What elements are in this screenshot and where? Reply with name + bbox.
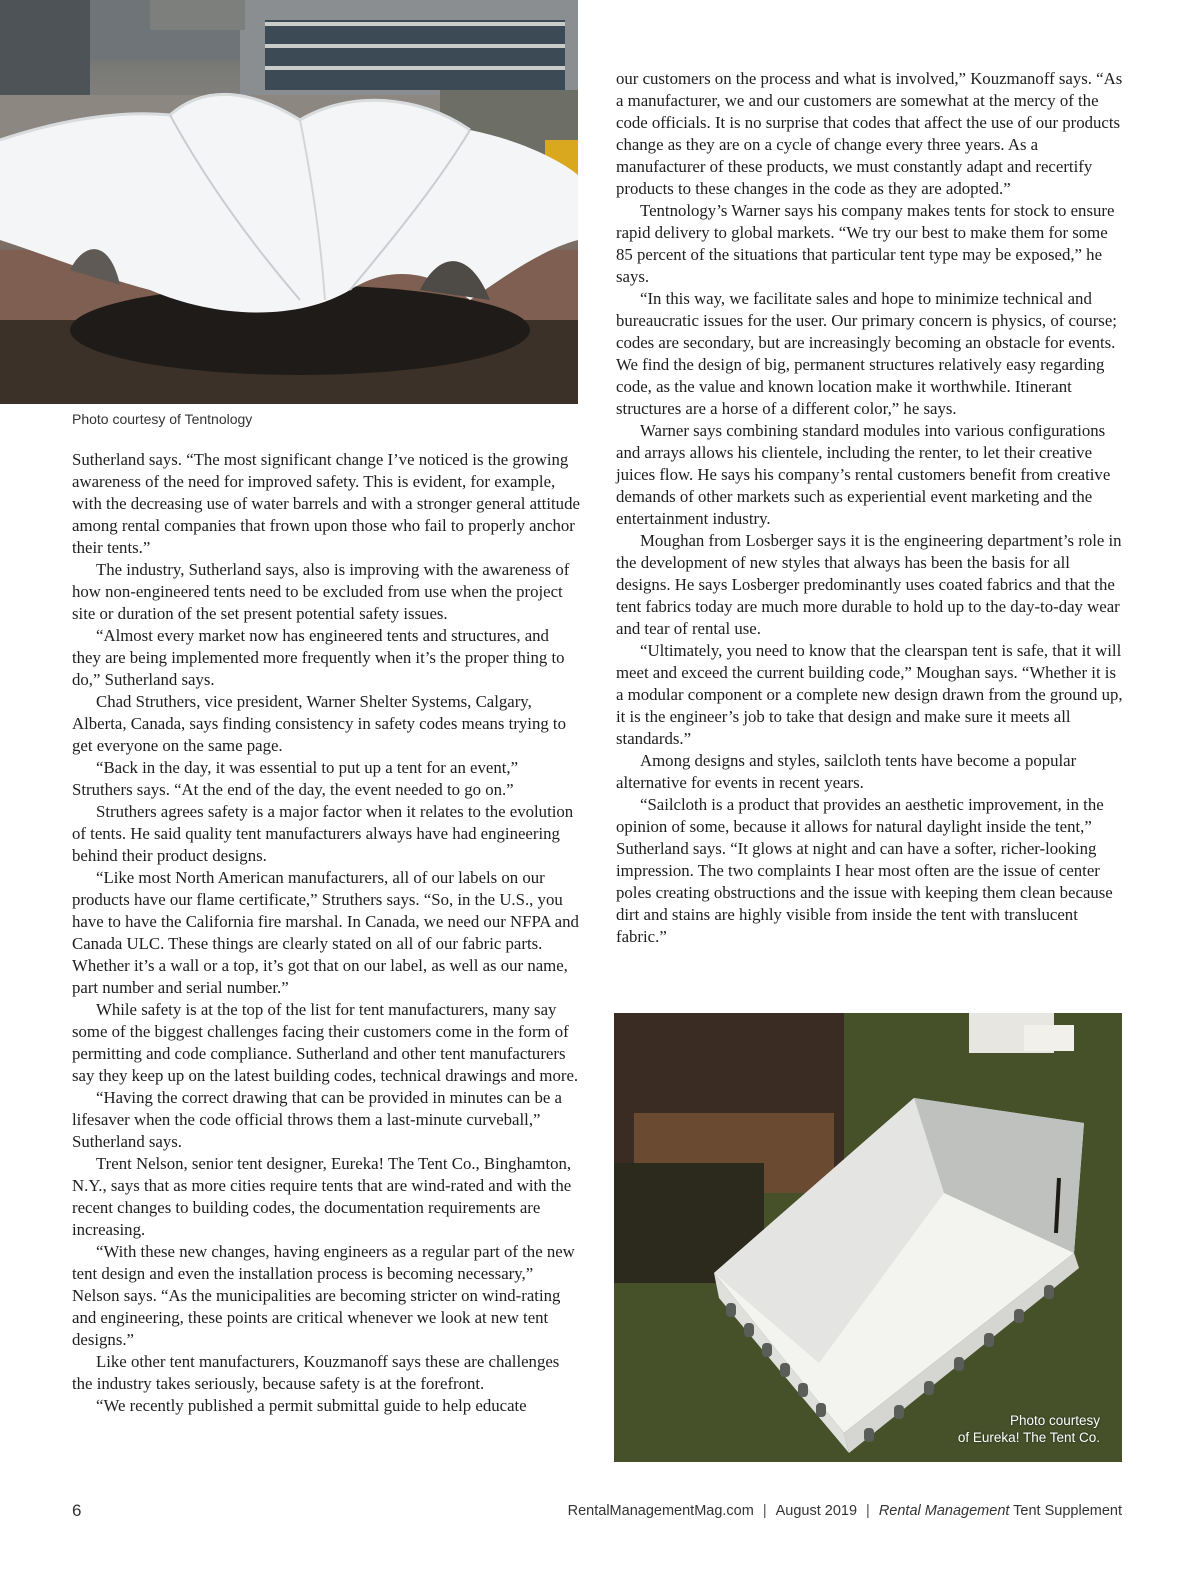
article-paragraph: Tentnology’s Warner says his company makes tents for stock to ensure rapid delivery to global markets. “We try our best to make them for some 85 percent of the situations that particular tent type may be exposed,” he says.: [616, 201, 1115, 286]
article-paragraph: “Ultimately, you need to know that the clearspan tent is safe, that it will meet and exceed the current building code,” Moughan says. “Whether it is a modular component or a complete new design drawn from the ground up, it is the engineer’s job to take that design and make sure it meets all standards.”: [616, 641, 1123, 748]
article-paragraph: Struthers agrees safety is a major factor when it relates to the evolution of tents. He said quality tent manufacturers always have had engineering behind their product designs.: [72, 802, 574, 865]
bottom-credit-line2: of Eureka! The Tent Co.: [957, 1430, 1100, 1445]
article-paragraph: Trent Nelson, senior tent designer, Eureka! The Tent Co., Binghamton, N.Y., says that as more cities require tents that are wind-rated and with the recent changes to building codes, the documentation requirements are increasing.: [72, 1154, 572, 1239]
article-paragraph: Moughan from Losberger says it is the engineering department’s role in the development of new styles that always has been the basis for all designs. He says Losberger predominantly uses coated fabrics and that the tent fabrics today are much more durable to hold up to the day-to-day wear and tear of rental use.: [616, 531, 1122, 638]
article-paragraph: “Like most North American manufacturers, all of our labels on our products have our flame certificate,” Struthers says. “So, in the U.S., you have to have the California fire marshal. In Canada, we need our NFPA and Canada ULC. These things are clearly stated on all of our fabric parts. Whether it’s a wall or a top, it’s got that on our label, as well as our name, part number and serial number.”: [72, 868, 579, 997]
footer-date: August 2019: [775, 1503, 858, 1519]
article-paragraph: “Back in the day, it was essential to put up a tent for an event,” Struthers says. “At the end of the day, the event needed to go on.”: [72, 758, 519, 799]
article-paragraph: “Having the correct drawing that can be provided in minutes can be a lifesaver when the code official throws them a last-minute curveball,” Sutherland says.: [72, 1088, 562, 1151]
bottom-credit-line1: Photo courtesy: [1009, 1413, 1100, 1428]
eureka-tent-photo: [614, 1013, 1122, 1462]
footer-website: RentalManagementMag.com: [567, 1503, 754, 1519]
article-paragraph: “We recently published a permit submittal guide to help educate: [96, 1396, 527, 1415]
article-column-right: [616, 68, 1124, 948]
article-paragraph: our customers on the process and what is involved,” Kouzmanoff says. “As a manufacturer, we and our customers are somewhat at the mercy of the code officials. It is no surprise that codes that affect the use of our products change as they are on a cycle of change every three years. As a manufacturer of these products, we must constantly adapt and recertify products to these changes in the code as they are adopted.”: [616, 69, 1123, 198]
article-paragraph: “Almost every market now has engineered tents and structures, and they are being implemented more frequently when it’s the proper thing to do,” Sutherland says.: [72, 626, 565, 689]
article-paragraph: Chad Struthers, vice president, Warner Shelter Systems, Calgary, Alberta, Canada, says finding consistency in safety codes means trying to get everyone on the same page.: [72, 692, 566, 755]
article-paragraph: “Sailcloth is a product that provides an aesthetic improvement, in the opinion of some, because it allows for natural daylight inside the tent,” Sutherland says. “It glows at night and can have a softer, richer-looking impression. The two complaints I hear most often are the issue of center poles creating obstructions and the issue with keeping them clean because dirt and stains are highly visible from inside the tent with translucent fabric.”: [616, 795, 1113, 946]
footer-separator: |: [866, 1503, 870, 1519]
article-paragraph: Like other tent manufacturers, Kouzmanoff says these are challenges the industry takes seriously, because safety is at the forefront.: [72, 1352, 560, 1393]
page-footer: [72, 1501, 1122, 1525]
article-paragraph: Warner says combining standard modules into various configurations and arrays allows his clientele, including the renter, to let their creative juices flow. He says his company’s rental customers benefit from creative demands of other markets such as experiential event marketing and the entertainment industry.: [616, 421, 1111, 528]
footer-publication-info: [568, 1503, 1122, 1519]
footer-separator: |: [762, 1503, 767, 1519]
tentnology-tent-photo: [0, 0, 578, 404]
article-column-left: [72, 449, 580, 1417]
footer-supplement-title: Tent Supplement: [1009, 1503, 1122, 1519]
page-number: 6: [72, 1501, 82, 1520]
article-paragraph: “In this way, we facilitate sales and hope to minimize technical and bureaucratic issues for the user. Our primary concern is physics, of course; codes are secondary, but are increasingly becoming an obstacle for events. We find the design of big, permanent structures relatively easy regarding code, as the value and known location make it worthwhile. Itinerant structures are a horse of a different color,” he says.: [616, 289, 1117, 418]
footer-publication-name: Rental Management: [878, 1503, 1010, 1519]
article-paragraph: Sutherland says. “The most significant change I’ve noticed is the growing awareness of the need for improved safety. This is evident, for example, with the decreasing use of water barrels and with a stronger general attitude among rental companies that frown upon those who fail to properly anchor their tents.”: [72, 450, 580, 557]
article-paragraph: Among designs and styles, sailcloth tents have become a popular alternative for events in recent years.: [616, 751, 1077, 792]
article-paragraph: “With these new changes, having engineers as a regular part of the new tent design and even the installation process is becoming necessary,” Nelson says. “As the municipalities are becoming stricter on wind-rating and engineering, these points are critical whenever we look at new tent designs.”: [72, 1242, 575, 1349]
top-photo-credit: Photo courtesy of Tentnology: [72, 411, 253, 427]
article-paragraph: While safety is at the top of the list for tent manufacturers, many say some of the biggest challenges facing their customers come in the form of permitting and code compliance. Sutherland and other tent manufacturers say they keep up on the latest building codes, technical drawings and more.: [72, 1000, 579, 1085]
article-paragraph: The industry, Sutherland says, also is improving with the awareness of how non-engineered tents need to be excluded from use when the project site or duration of the set present potential safety issues.: [72, 560, 570, 623]
bottom-photo-credit: [958, 1412, 1100, 1446]
